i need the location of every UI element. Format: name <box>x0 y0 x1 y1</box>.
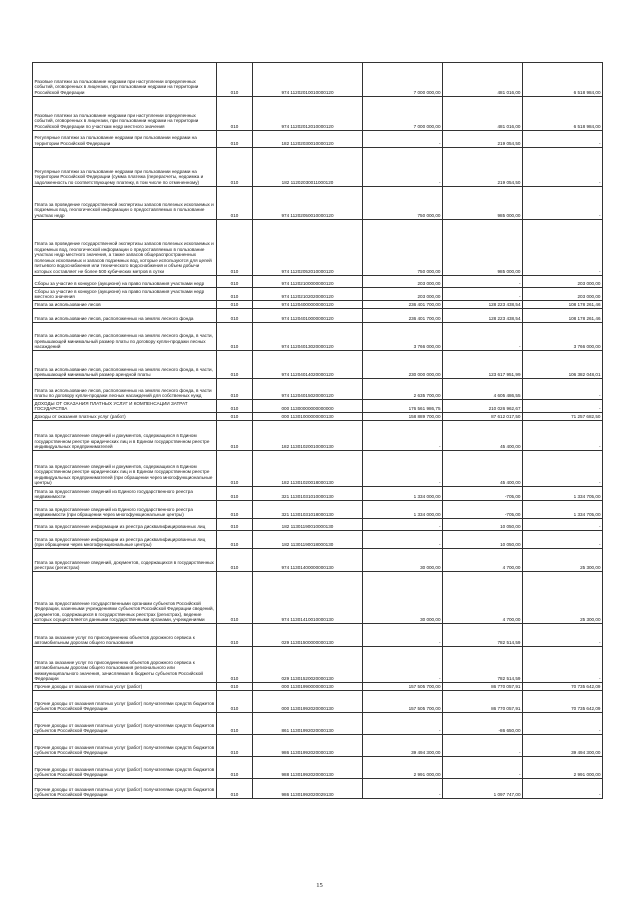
table-row <box>33 421 603 451</box>
table-row <box>33 131 603 148</box>
row-budget-class-code: 182 11301020018000130 <box>253 451 363 487</box>
row-executed-amount: - <box>443 288 523 301</box>
row-approved-amount: 2 635 700,00 <box>363 379 443 400</box>
row-name: Плата за использование лесов <box>33 301 217 309</box>
row-unexecuted-amount: 6 518 984,00 <box>523 97 603 131</box>
row-unexecuted-amount: 6 518 984,00 <box>523 63 603 97</box>
row-budget-class-code: 988 11301992020000130 <box>253 757 363 779</box>
row-name: Плата за использование лесов, расположенных на землях лесного фонда <box>33 309 217 323</box>
row-name: Плата за использование лесов, расположенных на землях лесного фонда, в части, превышающей минимальный размер платы по договору купли-продажи лесных насаждений <box>33 323 217 351</box>
row-executed-amount: 4 700,00 <box>443 549 523 572</box>
row-name: Прочие доходы от оказания платных услуг (работ) получателями средств бюджетов субъектов Российской Федерации <box>33 735 217 757</box>
row-budget-class-code: 974 11204014020000120 <box>253 351 363 379</box>
row-budget-class-code: 861 11301992020000130 <box>253 713 363 735</box>
row-name: Регулярные платежи за пользование недрами при пользовании недрами на территории Российской Федерации <box>33 131 217 148</box>
table-row <box>33 519 603 531</box>
row-name: Прочие доходы от оказания платных услуг (работ) получателями средств бюджетов субъектов Российской Федерации <box>33 713 217 735</box>
row-line-code: 010 <box>217 683 253 691</box>
row-line-code: 010 <box>217 713 253 735</box>
row-line-code: 010 <box>217 288 253 301</box>
row-name: Плата за предоставление сведений из Единого государственного реестра недвижимости <box>33 487 217 501</box>
table-row <box>33 691 603 713</box>
table-row <box>33 148 603 187</box>
row-approved-amount: 1 334 000,00 <box>363 487 443 501</box>
row-approved-amount: 230 000 000,00 <box>363 351 443 379</box>
row-executed-amount: 86 770 057,91 <box>443 691 523 713</box>
row-unexecuted-amount: 2 991 000,00 <box>523 757 603 779</box>
row-executed-amount: 210 026 962,67 <box>443 400 523 413</box>
row-approved-amount: - <box>363 713 443 735</box>
row-executed-amount: -86 650,00 <box>443 713 523 735</box>
table-row <box>33 572 603 624</box>
table-row <box>33 683 603 691</box>
row-line-code: 010 <box>217 549 253 572</box>
row-line-code: 010 <box>217 779 253 799</box>
row-unexecuted-amount: 71 257 682,50 <box>523 413 603 421</box>
row-unexecuted-amount: - <box>523 647 603 683</box>
row-budget-class-code: 986 11301992020029130 <box>253 779 363 799</box>
row-budget-class-code: 974 11301410010000130 <box>253 572 363 624</box>
row-budget-class-code: 974 11204000000000120 <box>253 301 363 309</box>
table-row <box>33 735 603 757</box>
row-approved-amount: 203 000,00 <box>363 276 443 288</box>
row-line-code: 010 <box>217 501 253 519</box>
row-executed-amount: 4 700,00 <box>443 572 523 624</box>
row-line-code: 010 <box>217 301 253 309</box>
row-executed-amount: 87 612 017,50 <box>443 413 523 421</box>
row-unexecuted-amount: - <box>523 421 603 451</box>
row-unexecuted-amount: 203 000,00 <box>523 276 603 288</box>
row-unexecuted-amount: 1 334 705,00 <box>523 501 603 519</box>
row-line-code: 010 <box>217 421 253 451</box>
row-executed-amount: -705,00 <box>443 501 523 519</box>
row-executed-amount: 45 400,00 <box>443 421 523 451</box>
row-line-code: 010 <box>217 487 253 501</box>
row-budget-class-code: 182 11301020010000130 <box>253 421 363 451</box>
page-number: 15 <box>316 882 323 889</box>
table-row <box>33 63 603 97</box>
row-budget-class-code: 974 11202010010000120 <box>253 63 363 97</box>
row-budget-class-code: 182 11301190010000130 <box>253 519 363 531</box>
row-name: Регулярные платежи за пользование недрами при пользовании недрами на территории Российской Федерации (сумма платежа (перерасчеты, недоимка и задолженность по соответствующему платежу, в том числе по отмененному) <box>33 148 217 187</box>
table-row <box>33 400 603 413</box>
row-approved-amount: - <box>363 624 443 647</box>
row-executed-amount: 4 605 486,55 <box>443 379 523 400</box>
row-line-code: 010 <box>217 400 253 413</box>
row-approved-amount: 7 000 000,00 <box>363 63 443 97</box>
row-line-code: 010 <box>217 531 253 549</box>
row-approved-amount: 176 561 986,75 <box>363 400 443 413</box>
row-unexecuted-amount: - <box>523 531 603 549</box>
row-approved-amount: 2 991 000,00 <box>363 757 443 779</box>
row-executed-amount: 481 016,00 <box>443 97 523 131</box>
table-row <box>33 220 603 276</box>
row-executed-amount: 219 054,50 <box>443 131 523 148</box>
row-name: Плата за проведение государственной экспертизы запасов полезных ископаемых и подземных вод, геологической информации о предоставляемых в пользование участках недр местного значения, а также запасов общераспространенных полезных ископаемых и запасов подземных вод, которые используются для целей питьевого водоснабжения или технического водоснабжения и объем добычи которых составляет не более 500 кубических метров в сутки <box>33 220 217 276</box>
row-budget-class-code: 974 11202052010000120 <box>253 220 363 276</box>
row-name: Разовые платежи за пользование недрами при наступлении определенных событий, оговоренных в лицензии, при пользовании недрами на территории Российской Федерации <box>33 63 217 97</box>
row-name: Плата за предоставление сведений из Единого государственного реестра недвижимости (при обращении через многофункциональные центры) <box>33 501 217 519</box>
row-approved-amount: 157 505 700,00 <box>363 691 443 713</box>
table-row <box>33 501 603 519</box>
row-approved-amount: - <box>363 451 443 487</box>
row-budget-class-code: 974 11202102020000120 <box>253 288 363 301</box>
row-executed-amount: 10 050,00 <box>443 531 523 549</box>
row-line-code: 010 <box>217 97 253 131</box>
row-budget-class-code: 000 11301000000000130 <box>253 413 363 421</box>
row-budget-class-code: 974 11202012010000120 <box>253 97 363 131</box>
table-row <box>33 451 603 487</box>
row-budget-class-code: 000 11300000000000000 <box>253 400 363 413</box>
row-executed-amount: 128 223 438,54 <box>443 309 523 323</box>
row-name: Плата за предоставление сведений, документов, содержащихся в государственных реестрах (регистрах) <box>33 549 217 572</box>
row-executed-amount: - <box>443 757 523 779</box>
row-line-code: 010 <box>217 519 253 531</box>
row-line-code: 010 <box>217 351 253 379</box>
row-unexecuted-amount: 203 000,00 <box>523 288 603 301</box>
row-executed-amount: 985 000,00 <box>443 187 523 220</box>
row-budget-class-code: 974 11204013020000120 <box>253 323 363 351</box>
row-approved-amount: 203 000,00 <box>363 288 443 301</box>
row-budget-class-code: 974 11204015020000120 <box>253 379 363 400</box>
row-line-code: 010 <box>217 323 253 351</box>
row-unexecuted-amount: 108 178 261,46 <box>523 309 603 323</box>
row-name: Плата за оказание услуг по присоединению объектов дорожного сервиса к автомобильным дорогам общего пользования <box>33 624 217 647</box>
row-name: Прочие доходы от оказания платных услуг (работ) <box>33 683 217 691</box>
row-budget-class-code: 182 11202030010000120 <box>253 131 363 148</box>
row-name: Плата за предоставление сведений и документов, содержащихся в Едином государственном реестре юридических лиц и в Едином государственном реестре индивидуальных предпринимателей <box>33 421 217 451</box>
row-line-code: 010 <box>217 647 253 683</box>
row-executed-amount: 10 050,00 <box>443 519 523 531</box>
table-body <box>33 63 603 799</box>
row-budget-class-code: 000 11301990000000130 <box>253 683 363 691</box>
row-unexecuted-amount: 25 300,00 <box>523 572 603 624</box>
row-approved-amount: - <box>363 647 443 683</box>
row-approved-amount: 3 766 000,00 <box>363 323 443 351</box>
row-approved-amount: 158 889 700,00 <box>363 413 443 421</box>
row-line-code: 010 <box>217 379 253 400</box>
table-row <box>33 779 603 799</box>
row-unexecuted-amount: - <box>523 220 603 276</box>
row-line-code: 010 <box>217 735 253 757</box>
table-row <box>33 288 603 301</box>
row-line-code: 010 <box>217 451 253 487</box>
table-row <box>33 647 603 683</box>
row-executed-amount: - <box>443 323 523 351</box>
row-unexecuted-amount: - <box>523 400 603 413</box>
row-name: Прочие доходы от оказания платных услуг (работ) получателями средств бюджетов субъектов Российской Федерации <box>33 779 217 799</box>
row-budget-class-code: 974 11202050010000120 <box>253 187 363 220</box>
row-budget-class-code: 974 11202100000000120 <box>253 276 363 288</box>
row-executed-amount: 128 223 438,54 <box>443 301 523 309</box>
row-unexecuted-amount: 39 494 300,00 <box>523 735 603 757</box>
table-row <box>33 757 603 779</box>
row-executed-amount: 45 400,00 <box>443 451 523 487</box>
row-name: Плата за предоставление информации из реестра дисквалифицированных лиц <box>33 519 217 531</box>
table-row <box>33 413 603 421</box>
row-budget-class-code: 321 11301031010000130 <box>253 487 363 501</box>
row-name: Плата за оказание услуг по присоединению объектов дорожного сервиса к автомобильным дорогам общего пользования регионального или межмуниципального значения, зачисляемая в бюджеты субъектов Российской Федерации <box>33 647 217 683</box>
row-name: Плата за предоставление сведений и документов, содержащихся в Едином государственном реестре юридических лиц и в Едином государственном реестре индивидуальных предпринимателей (при обращении через многофункциональные центры) <box>33 451 217 487</box>
row-line-code: 010 <box>217 691 253 713</box>
row-unexecuted-amount: 106 382 048,01 <box>523 351 603 379</box>
row-name: Плата за использование лесов, расположенных на землях лесного фонда, в части платы по договору купли-продажи лесных насаждений для собственных нужд <box>33 379 217 400</box>
row-unexecuted-amount: 108 178 261,46 <box>523 301 603 309</box>
row-budget-class-code: 029 11301520020000130 <box>253 647 363 683</box>
row-executed-amount: 985 000,00 <box>443 220 523 276</box>
row-unexecuted-amount: - <box>523 379 603 400</box>
row-name: Сборы за участие в конкурсе (аукционе) на право пользования участками недр <box>33 276 217 288</box>
row-approved-amount: 750 000,00 <box>363 220 443 276</box>
row-approved-amount: 1 334 000,00 <box>363 501 443 519</box>
row-approved-amount: 236 401 700,00 <box>363 309 443 323</box>
row-executed-amount: 123 617 951,99 <box>443 351 523 379</box>
row-line-code: 010 <box>217 187 253 220</box>
row-budget-class-code: 974 11301400000000130 <box>253 549 363 572</box>
row-budget-class-code: 321 11301031018000130 <box>253 501 363 519</box>
row-budget-class-code: 986 11301992020000130 <box>253 735 363 757</box>
row-unexecuted-amount: 3 766 000,00 <box>523 323 603 351</box>
row-unexecuted-amount: - <box>523 519 603 531</box>
row-approved-amount: - <box>363 421 443 451</box>
row-unexecuted-amount: - <box>523 713 603 735</box>
row-name: Доходы от оказания платных услуг (работ) <box>33 413 217 421</box>
row-line-code: 010 <box>217 757 253 779</box>
row-line-code: 010 <box>217 276 253 288</box>
row-line-code: 010 <box>217 63 253 97</box>
row-executed-amount: - <box>443 735 523 757</box>
income-execution-table <box>32 62 603 799</box>
row-name: Плата за предоставление государственными органами субъектов Российской Федерации, казенными учреждениями субъектов Российской Федерации сведений, документов, содержащихся в государственных реестрах (регистрах), ведение которых осуществляется данными государственными органами, учреждениями <box>33 572 217 624</box>
row-approved-amount: - <box>363 779 443 799</box>
row-name: Прочие доходы от оказания платных услуг (работ) получателями средств бюджетов субъектов Российской Федерации <box>33 757 217 779</box>
row-unexecuted-amount: - <box>523 187 603 220</box>
row-unexecuted-amount: - <box>523 779 603 799</box>
row-executed-amount: 782 514,59 <box>443 624 523 647</box>
row-line-code: 010 <box>217 624 253 647</box>
row-approved-amount: - <box>363 519 443 531</box>
row-executed-amount: 481 016,00 <box>443 63 523 97</box>
row-unexecuted-amount: 25 300,00 <box>523 549 603 572</box>
row-approved-amount: 750 000,00 <box>363 187 443 220</box>
row-unexecuted-amount: 70 735 642,09 <box>523 683 603 691</box>
row-approved-amount: - <box>363 131 443 148</box>
row-unexecuted-amount: - <box>523 131 603 148</box>
table-row <box>33 624 603 647</box>
row-approved-amount: 7 000 000,00 <box>363 97 443 131</box>
row-budget-class-code: 974 11204010000000120 <box>253 309 363 323</box>
row-name: ДОХОДЫ ОТ ОКАЗАНИЯ ПЛАТНЫХ УСЛУГ И КОМПЕНСАЦИИ ЗАТРАТ ГОСУДАРСТВА <box>33 400 217 413</box>
row-line-code: 010 <box>217 220 253 276</box>
row-budget-class-code: 182 11202030011000120 <box>253 148 363 187</box>
row-budget-class-code: 029 11301500000000130 <box>253 624 363 647</box>
row-name: Плата за предоставление информации из реестра дисквалифицированных лиц (при обращении через многофункциональные центры) <box>33 531 217 549</box>
row-name: Прочие доходы от оказания платных услуг (работ) получателями средств бюджетов субъектов Российской Федерации <box>33 691 217 713</box>
table-row <box>33 549 603 572</box>
row-unexecuted-amount: 1 334 705,00 <box>523 487 603 501</box>
row-approved-amount: - <box>363 148 443 187</box>
row-executed-amount: - <box>443 276 523 288</box>
table-row <box>33 379 603 400</box>
table-row <box>33 309 603 323</box>
table-row <box>33 531 603 549</box>
row-unexecuted-amount: - <box>523 451 603 487</box>
table-row <box>33 187 603 220</box>
row-budget-class-code: 000 11301992020000130 <box>253 691 363 713</box>
table-row <box>33 713 603 735</box>
row-name: Разовые платежи за пользование недрами при наступлении определенных событий, оговоренных в лицензии, при пользовании недрами на территории Российской Федерации по участкам недр местного значения <box>33 97 217 131</box>
row-approved-amount: - <box>363 531 443 549</box>
row-approved-amount: 39 494 300,00 <box>363 735 443 757</box>
table-row <box>33 351 603 379</box>
row-approved-amount: 236 401 700,00 <box>363 301 443 309</box>
row-unexecuted-amount: 70 735 642,09 <box>523 691 603 713</box>
row-name: Сборы за участие в конкурсе (аукционе) на право пользования участками недр местного значения <box>33 288 217 301</box>
row-executed-amount: 219 054,50 <box>443 148 523 187</box>
row-line-code: 010 <box>217 309 253 323</box>
table-row <box>33 97 603 131</box>
row-line-code: 010 <box>217 131 253 148</box>
row-name: Плата за использование лесов, расположенных на землях лесного фонда, в части, превышающей минимальный размер арендной платы <box>33 351 217 379</box>
row-name: Плата за проведение государственной экспертизы запасов полезных ископаемых и подземных вод, геологической информации о предоставляемых в пользование участках недр <box>33 187 217 220</box>
row-executed-amount: 782 514,59 <box>443 647 523 683</box>
table-row <box>33 323 603 351</box>
table-row <box>33 487 603 501</box>
row-budget-class-code: 182 11301190018000130 <box>253 531 363 549</box>
row-approved-amount: 157 505 700,00 <box>363 683 443 691</box>
row-line-code: 010 <box>217 413 253 421</box>
table-row <box>33 276 603 288</box>
row-executed-amount: 86 770 057,91 <box>443 683 523 691</box>
table-row <box>33 301 603 309</box>
row-unexecuted-amount: - <box>523 148 603 187</box>
row-unexecuted-amount: - <box>523 624 603 647</box>
row-executed-amount: 1 097 747,00 <box>443 779 523 799</box>
row-approved-amount: 30 000,00 <box>363 549 443 572</box>
row-line-code: 010 <box>217 148 253 187</box>
row-executed-amount: -705,00 <box>443 487 523 501</box>
row-approved-amount: 30 000,00 <box>363 572 443 624</box>
row-line-code: 010 <box>217 572 253 624</box>
